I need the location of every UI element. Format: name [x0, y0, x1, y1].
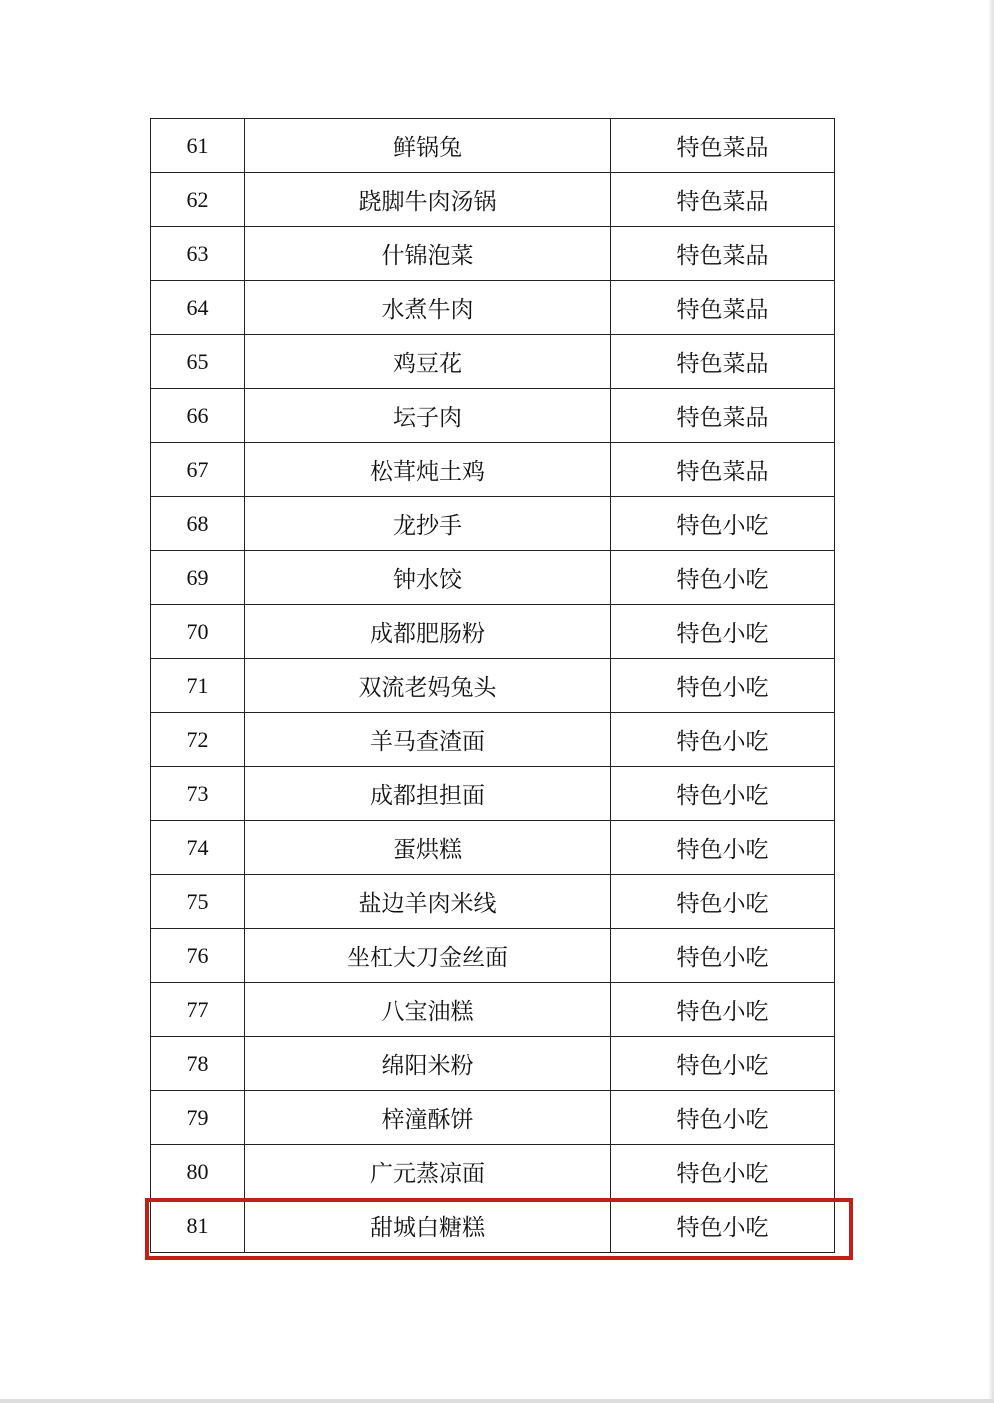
row-number: 62 [151, 173, 245, 227]
dish-category: 特色小吃 [611, 767, 835, 821]
dish-category: 特色小吃 [611, 1091, 835, 1145]
dish-category: 特色小吃 [611, 983, 835, 1037]
dish-category: 特色菜品 [611, 173, 835, 227]
dish-category: 特色小吃 [611, 659, 835, 713]
dish-name: 水煮牛肉 [245, 281, 611, 335]
row-number: 68 [151, 497, 245, 551]
dish-name: 羊马查渣面 [245, 713, 611, 767]
table-row [151, 281, 835, 335]
dish-category: 特色小吃 [611, 1145, 835, 1199]
dish-category: 特色小吃 [611, 929, 835, 983]
table-row [151, 659, 835, 713]
table-row [151, 335, 835, 389]
dish-category: 特色小吃 [611, 1037, 835, 1091]
row-number: 67 [151, 443, 245, 497]
dish-category: 特色小吃 [611, 1199, 835, 1253]
row-number: 65 [151, 335, 245, 389]
table-row [151, 551, 835, 605]
dish-name: 跷脚牛肉汤锅 [245, 173, 611, 227]
row-number: 71 [151, 659, 245, 713]
dish-name: 梓潼酥饼 [245, 1091, 611, 1145]
table-row [151, 929, 835, 983]
table-row [151, 497, 835, 551]
dish-name: 成都担担面 [245, 767, 611, 821]
dish-category: 特色菜品 [611, 443, 835, 497]
row-number: 77 [151, 983, 245, 1037]
dish-category: 特色小吃 [611, 821, 835, 875]
page-edge [988, 0, 994, 1403]
table-row [151, 713, 835, 767]
table-row [151, 173, 835, 227]
dish-name: 松茸炖土鸡 [245, 443, 611, 497]
row-number: 69 [151, 551, 245, 605]
dish-name: 双流老妈兔头 [245, 659, 611, 713]
dish-category: 特色小吃 [611, 713, 835, 767]
row-number: 61 [151, 119, 245, 173]
row-number: 70 [151, 605, 245, 659]
row-number: 79 [151, 1091, 245, 1145]
dish-name: 八宝油糕 [245, 983, 611, 1037]
dish-category: 特色小吃 [611, 605, 835, 659]
dish-name: 成都肥肠粉 [245, 605, 611, 659]
dish-name: 坐杠大刀金丝面 [245, 929, 611, 983]
dish-name: 钟水饺 [245, 551, 611, 605]
table-row [151, 983, 835, 1037]
dish-category: 特色菜品 [611, 335, 835, 389]
table-row [151, 767, 835, 821]
dish-name: 鸡豆花 [245, 335, 611, 389]
table-row [151, 1145, 835, 1199]
row-number: 74 [151, 821, 245, 875]
page-bottom-edge [0, 1399, 994, 1403]
dish-name: 蛋烘糕 [245, 821, 611, 875]
table-row [151, 227, 835, 281]
row-number: 80 [151, 1145, 245, 1199]
row-number: 72 [151, 713, 245, 767]
row-number: 75 [151, 875, 245, 929]
dish-name: 坛子肉 [245, 389, 611, 443]
row-number: 73 [151, 767, 245, 821]
dish-category: 特色小吃 [611, 497, 835, 551]
dish-name: 盐边羊肉米线 [245, 875, 611, 929]
row-number: 81 [151, 1199, 245, 1253]
dish-name: 绵阳米粉 [245, 1037, 611, 1091]
dish-name: 龙抄手 [245, 497, 611, 551]
dish-category: 特色菜品 [611, 119, 835, 173]
row-number: 76 [151, 929, 245, 983]
dish-name: 甜城白糖糕 [245, 1199, 611, 1253]
dish-name: 广元蒸凉面 [245, 1145, 611, 1199]
dish-category: 特色菜品 [611, 389, 835, 443]
dish-category: 特色菜品 [611, 281, 835, 335]
dish-name: 鲜锅兔 [245, 119, 611, 173]
row-number: 63 [151, 227, 245, 281]
table-row [151, 605, 835, 659]
row-number: 66 [151, 389, 245, 443]
row-number: 78 [151, 1037, 245, 1091]
dish-category: 特色菜品 [611, 227, 835, 281]
highlight-box-row-81 [145, 1198, 853, 1260]
table-row [151, 443, 835, 497]
dish-category: 特色小吃 [611, 875, 835, 929]
table-row [151, 389, 835, 443]
table-row [151, 119, 835, 173]
food-list-table [150, 118, 835, 1253]
table-row [151, 1037, 835, 1091]
table-row [151, 821, 835, 875]
dish-category: 特色小吃 [611, 551, 835, 605]
dish-name: 什锦泡菜 [245, 227, 611, 281]
table-row [151, 875, 835, 929]
table-row [151, 1091, 835, 1145]
row-number: 64 [151, 281, 245, 335]
